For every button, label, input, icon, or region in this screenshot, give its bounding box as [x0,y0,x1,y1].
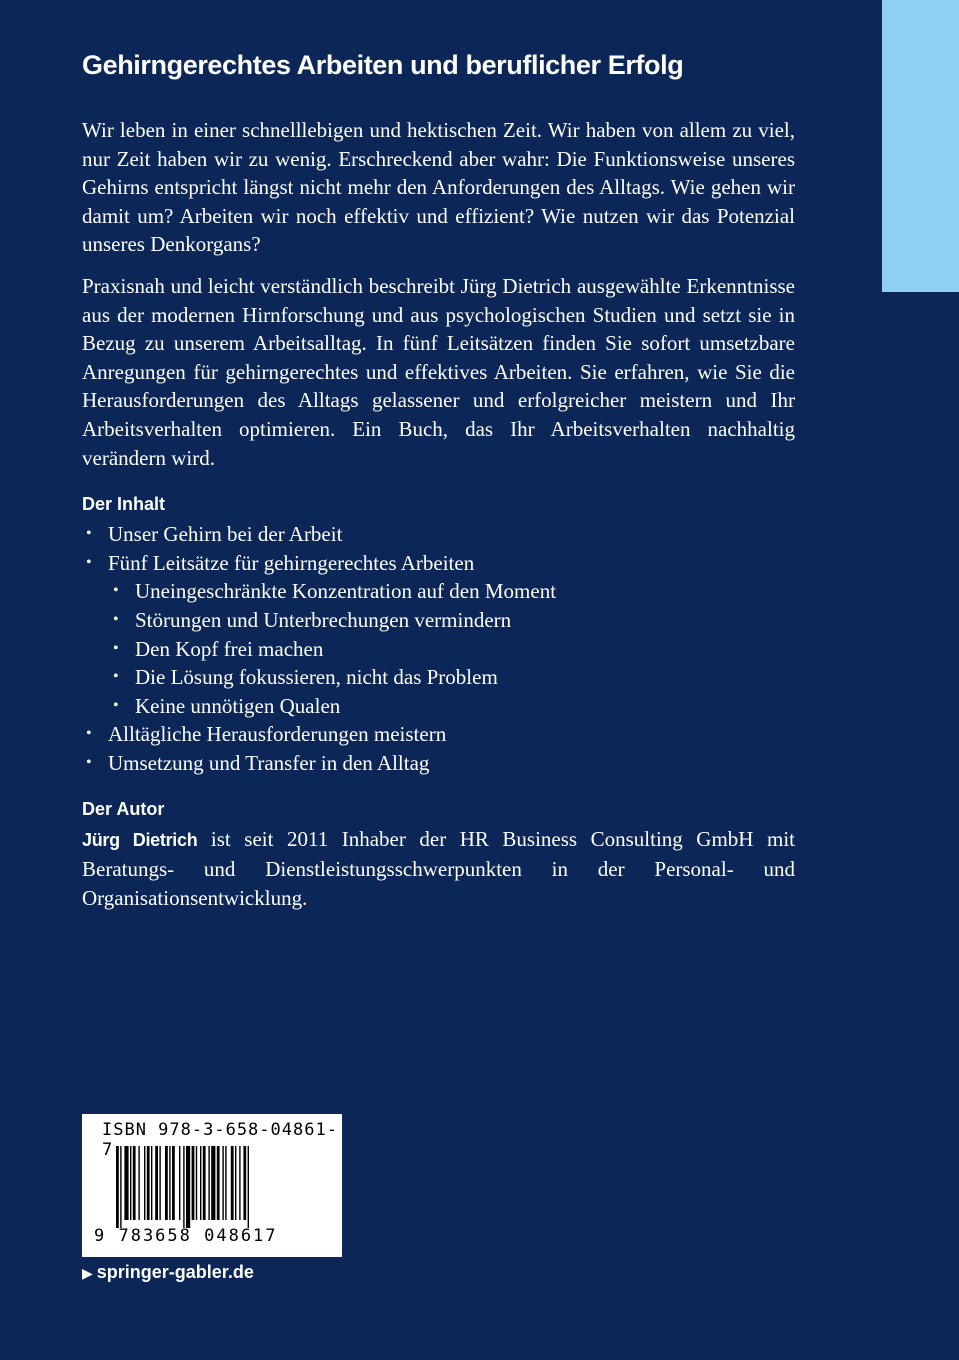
contents-item-text: Den Kopf frei machen [135,636,324,661]
contents-item-text: Fünf Leitsätze für gehirngerechtes Arbeiten [108,550,475,575]
back-cover-text [82,44,795,912]
publisher-website[interactable] [82,1262,254,1283]
barcode-bars [116,1146,306,1228]
bullet-icon: • [86,553,92,571]
contents-item-text: Die Lösung fokussieren, nicht das Problem [135,665,498,690]
blurb-paragraph-1: Wir leben in einer schnelllebigen und hektischen Zeit. Wir haben von allem zu viel, nur Zeit haben wir zu wenig. Erschreckend aber wahr: Die Funktionsweise unseres Gehirns entspricht längst nicht mehr den Anforderungen des Alltags. Wie gehen wir damit um? Arbeiten wir noch effektiv und effizient? Wie nutzen wir das Potenzial unseres Denkorgans? [82,118,795,257]
author-name: Jürg Dietrich [82,830,198,851]
contents-list [82,520,795,777]
barcode-digits: 9 783658 048617 [94,1226,278,1246]
contents-item [82,549,795,578]
contents-item-text: Störungen und Unterbrechungen vermindern [135,607,512,632]
contents-item [82,692,795,721]
book-title: Gehirngerechtes Arbeiten und beruflicher Erfolg [82,50,684,80]
arrow-icon: ▶ [82,1265,93,1281]
contents-item [82,606,795,635]
bullet-icon: • [113,696,119,714]
website-url: springer-gabler.de [96,1262,254,1282]
contents-item-text: Uneingeschränkte Konzentration auf den Moment [135,579,557,604]
contents-item [82,663,795,692]
bullet-icon: • [113,610,119,628]
contents-item [82,720,795,749]
bullet-icon: • [86,525,92,543]
contents-item [82,520,795,549]
author-heading: Der Autor [82,799,165,820]
isbn-barcode [82,1114,342,1257]
accent-color-bar [882,0,959,292]
contents-item-text: Unser Gehirn bei der Arbeit [108,522,343,547]
bullet-icon: • [113,582,119,600]
bullet-icon: • [86,753,92,771]
contents-item-text: Alltägliche Herausforderungen meistern [108,722,447,747]
author-bio-text: ist seit 2011 Inhaber der HR Business Consulting GmbH mit Beratungs- und Dienstleistungsschwerpunkten in der Personal- und Organisationsentwicklung. [82,827,796,910]
contents-item [82,577,795,606]
contents-heading: Der Inhalt [82,494,166,515]
author-bio [82,825,795,912]
contents-item [82,635,795,664]
bullet-icon: • [113,639,119,657]
contents-item [82,749,795,778]
bullet-icon: • [86,725,92,743]
bullet-icon: • [113,668,119,686]
blurb-paragraph-2: Praxisnah und leicht verständlich beschreibt Jürg Dietrich ausgewählte Erkenntnisse aus der modernen Hirnforschung und aus psychologischen Studien und setzt sie in Bezug zu unserem Arbeitsalltag. In fünf Leitsätzen finden Sie sofort umsetzbare Anregungen für gehirngerechtes und effektives Arbeiten. Sie erfahren, wie Sie die Herausforderungen des Alltags gelassener und erfolgreicher meistern und Ihr Arbeitsverhalten optimieren. Ein Buch, das Ihr Arbeitsverhalten nachhaltig verändern wird. [82,273,795,470]
contents-item-text: Umsetzung und Transfer in den Alltag [108,750,430,775]
isbn-label: ISBN 978-3-658-04861-7 [102,1120,338,1160]
contents-item-text: Keine unnötigen Qualen [135,693,341,718]
